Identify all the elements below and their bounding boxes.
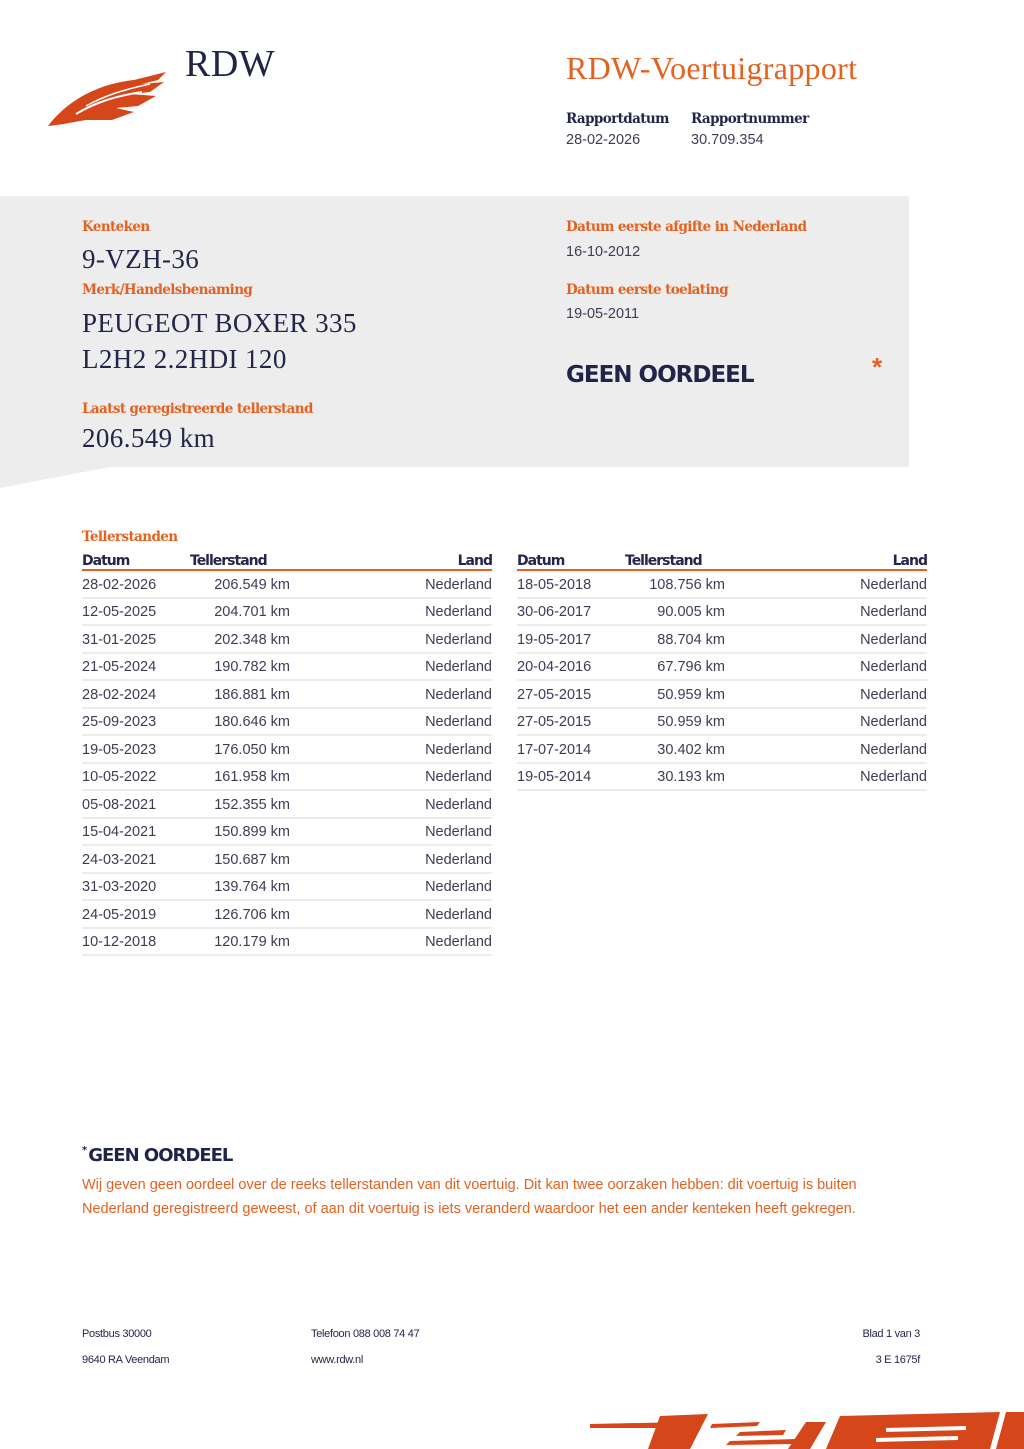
plate-value: 9-VZH-36: [82, 244, 200, 274]
row-country: Nederland: [290, 708, 492, 736]
row-date: 20-04-2016: [517, 653, 625, 681]
row-odometer: 180.646 km: [190, 708, 290, 736]
row-date: 05-08-2021: [82, 790, 190, 818]
row-country: Nederland: [725, 708, 927, 736]
table-row: [82, 570, 492, 598]
row-odometer: 50.959 km: [625, 680, 725, 708]
row-odometer: 30.193 km: [625, 763, 725, 791]
footer-document-code: 3 E 1675f: [875, 1354, 920, 1366]
footer-address-line-1: Postbus 30000: [82, 1328, 152, 1340]
table-header-row: [82, 552, 492, 570]
row-date: 31-03-2020: [82, 873, 190, 901]
first-admission-label: Datum eerste toelating: [566, 282, 729, 298]
table-row: [82, 653, 492, 681]
row-country: Nederland: [290, 900, 492, 928]
column-header-odometer: Tellerstand: [190, 552, 290, 570]
table-row: [82, 818, 492, 846]
table-row: [82, 680, 492, 708]
column-header-odometer: Tellerstand: [625, 552, 725, 570]
row-odometer: 204.701 km: [190, 598, 290, 626]
row-date: 12-05-2025: [82, 598, 190, 626]
row-date: 31-01-2025: [82, 625, 190, 653]
row-country: Nederland: [725, 653, 927, 681]
row-date: 19-05-2023: [82, 735, 190, 763]
report-date-label: Rapportdatum: [566, 111, 669, 127]
table-row: [517, 570, 927, 598]
row-odometer: 150.687 km: [190, 845, 290, 873]
row-country: Nederland: [725, 763, 927, 791]
row-country: Nederland: [290, 653, 492, 681]
row-odometer: 202.348 km: [190, 625, 290, 653]
odometer-table-right: [517, 552, 927, 791]
footer-stripes-decoration: [590, 1408, 1024, 1449]
row-odometer: 190.782 km: [190, 653, 290, 681]
row-date: 10-12-2018: [82, 928, 190, 956]
report-number-label: Rapportnummer: [691, 111, 809, 127]
footnote-title: [82, 1145, 232, 1166]
row-odometer: 67.796 km: [625, 653, 725, 681]
table-row: [82, 708, 492, 736]
row-odometer: 120.179 km: [190, 928, 290, 956]
odometer-label: Laatst geregistreerde tellerstand: [82, 401, 313, 417]
make-label: Merk/Handelsbenaming: [82, 282, 253, 298]
row-country: Nederland: [290, 845, 492, 873]
row-odometer: 30.402 km: [625, 735, 725, 763]
row-odometer: 206.549 km: [190, 570, 290, 598]
table-row: [517, 735, 927, 763]
odometer-table-left: [82, 552, 492, 956]
org-name: RDW: [185, 43, 276, 85]
row-country: Nederland: [290, 625, 492, 653]
column-header-country: Land: [725, 552, 927, 570]
table-row: [517, 680, 927, 708]
row-odometer: 50.959 km: [625, 708, 725, 736]
table-row: [82, 845, 492, 873]
report-title: RDW-Voertuigrapport: [566, 50, 858, 86]
row-odometer: 108.756 km: [625, 570, 725, 598]
first-admission-value: 19-05-2011: [566, 306, 640, 322]
table-row: [517, 653, 927, 681]
row-date: 25-09-2023: [82, 708, 190, 736]
row-date: 19-05-2017: [517, 625, 625, 653]
odometer-section-title: Tellerstanden: [82, 529, 178, 545]
table-row: [82, 763, 492, 791]
footer-page-number: Blad 1 van 3: [862, 1328, 920, 1340]
first-issue-nl-label: Datum eerste afgifte in Nederland: [566, 219, 807, 235]
footer-address-line-2: 9640 RA Veendam: [82, 1354, 170, 1366]
row-country: Nederland: [290, 680, 492, 708]
row-country: Nederland: [290, 928, 492, 956]
row-country: Nederland: [725, 735, 927, 763]
row-odometer: 176.050 km: [190, 735, 290, 763]
row-odometer: 186.881 km: [190, 680, 290, 708]
row-odometer: 152.355 km: [190, 790, 290, 818]
row-odometer: 139.764 km: [190, 873, 290, 901]
row-date: 28-02-2026: [82, 570, 190, 598]
make-line-1: PEUGEOT BOXER 335: [82, 308, 357, 338]
verdict: GEEN OORDEEL: [566, 362, 754, 388]
row-country: Nederland: [725, 598, 927, 626]
table-row: [517, 708, 927, 736]
row-date: 15-04-2021: [82, 818, 190, 846]
report-number: 30.709.354: [691, 132, 764, 148]
table-header-row: [517, 552, 927, 570]
footnote-marker: *: [82, 1145, 87, 1156]
row-date: 19-05-2014: [517, 763, 625, 791]
report-date: 28-02-2026: [566, 132, 641, 148]
row-date: 28-02-2024: [82, 680, 190, 708]
row-country: Nederland: [290, 790, 492, 818]
row-date: 27-05-2015: [517, 708, 625, 736]
row-odometer: 126.706 km: [190, 900, 290, 928]
row-date: 24-03-2021: [82, 845, 190, 873]
row-country: Nederland: [290, 735, 492, 763]
row-odometer: 161.958 km: [190, 763, 290, 791]
column-header-country: Land: [290, 552, 492, 570]
row-date: 24-05-2019: [82, 900, 190, 928]
row-odometer: 88.704 km: [625, 625, 725, 653]
row-odometer: 150.899 km: [190, 818, 290, 846]
row-country: Nederland: [290, 570, 492, 598]
footer-website[interactable]: www.rdw.nl: [311, 1354, 364, 1366]
row-country: Nederland: [725, 625, 927, 653]
verdict-footnote-marker: *: [872, 352, 883, 382]
row-country: Nederland: [290, 873, 492, 901]
report-number-block: [691, 111, 809, 148]
odometer-value: 206.549 km: [82, 423, 216, 453]
row-date: 21-05-2024: [82, 653, 190, 681]
rdw-logo-icon: [46, 62, 170, 132]
report-date-block: [566, 111, 669, 148]
panel-tab-decoration: [0, 466, 115, 488]
table-row: [82, 735, 492, 763]
table-row: [82, 873, 492, 901]
table-row: [82, 598, 492, 626]
row-date: 10-05-2022: [82, 763, 190, 791]
column-header-date: Datum: [517, 552, 625, 570]
row-date: 18-05-2018: [517, 570, 625, 598]
table-row: [82, 790, 492, 818]
table-row: [82, 928, 492, 956]
table-row: [82, 900, 492, 928]
footnote-title-text: GEEN OORDEEL: [88, 1145, 233, 1166]
plate-label: Kenteken: [82, 219, 150, 235]
column-header-date: Datum: [82, 552, 190, 570]
footer-phone: Telefoon 088 008 74 47: [311, 1328, 420, 1340]
table-row: [517, 598, 927, 626]
make-line-2: L2H2 2.2HDI 120: [82, 344, 287, 374]
row-country: Nederland: [290, 818, 492, 846]
table-row: [517, 763, 927, 791]
row-date: 27-05-2015: [517, 680, 625, 708]
row-date: 30-06-2017: [517, 598, 625, 626]
row-country: Nederland: [725, 680, 927, 708]
row-date: 17-07-2014: [517, 735, 625, 763]
table-row: [517, 625, 927, 653]
row-odometer: 90.005 km: [625, 598, 725, 626]
footnote-text: Wij geven geen oordeel over de reeks tellerstanden van dit voertuig. Dit kan twee oorzaken hebben: dit voertuig is buiten Nederland geregistreerd geweest, of aan dit voertuig is iets veranderd waardoor het een ander kenteken heeft gekregen.: [82, 1177, 857, 1217]
first-issue-nl-value: 16-10-2012: [566, 244, 641, 260]
row-country: Nederland: [290, 598, 492, 626]
row-country: Nederland: [290, 763, 492, 791]
row-country: Nederland: [725, 570, 927, 598]
table-row: [82, 625, 492, 653]
